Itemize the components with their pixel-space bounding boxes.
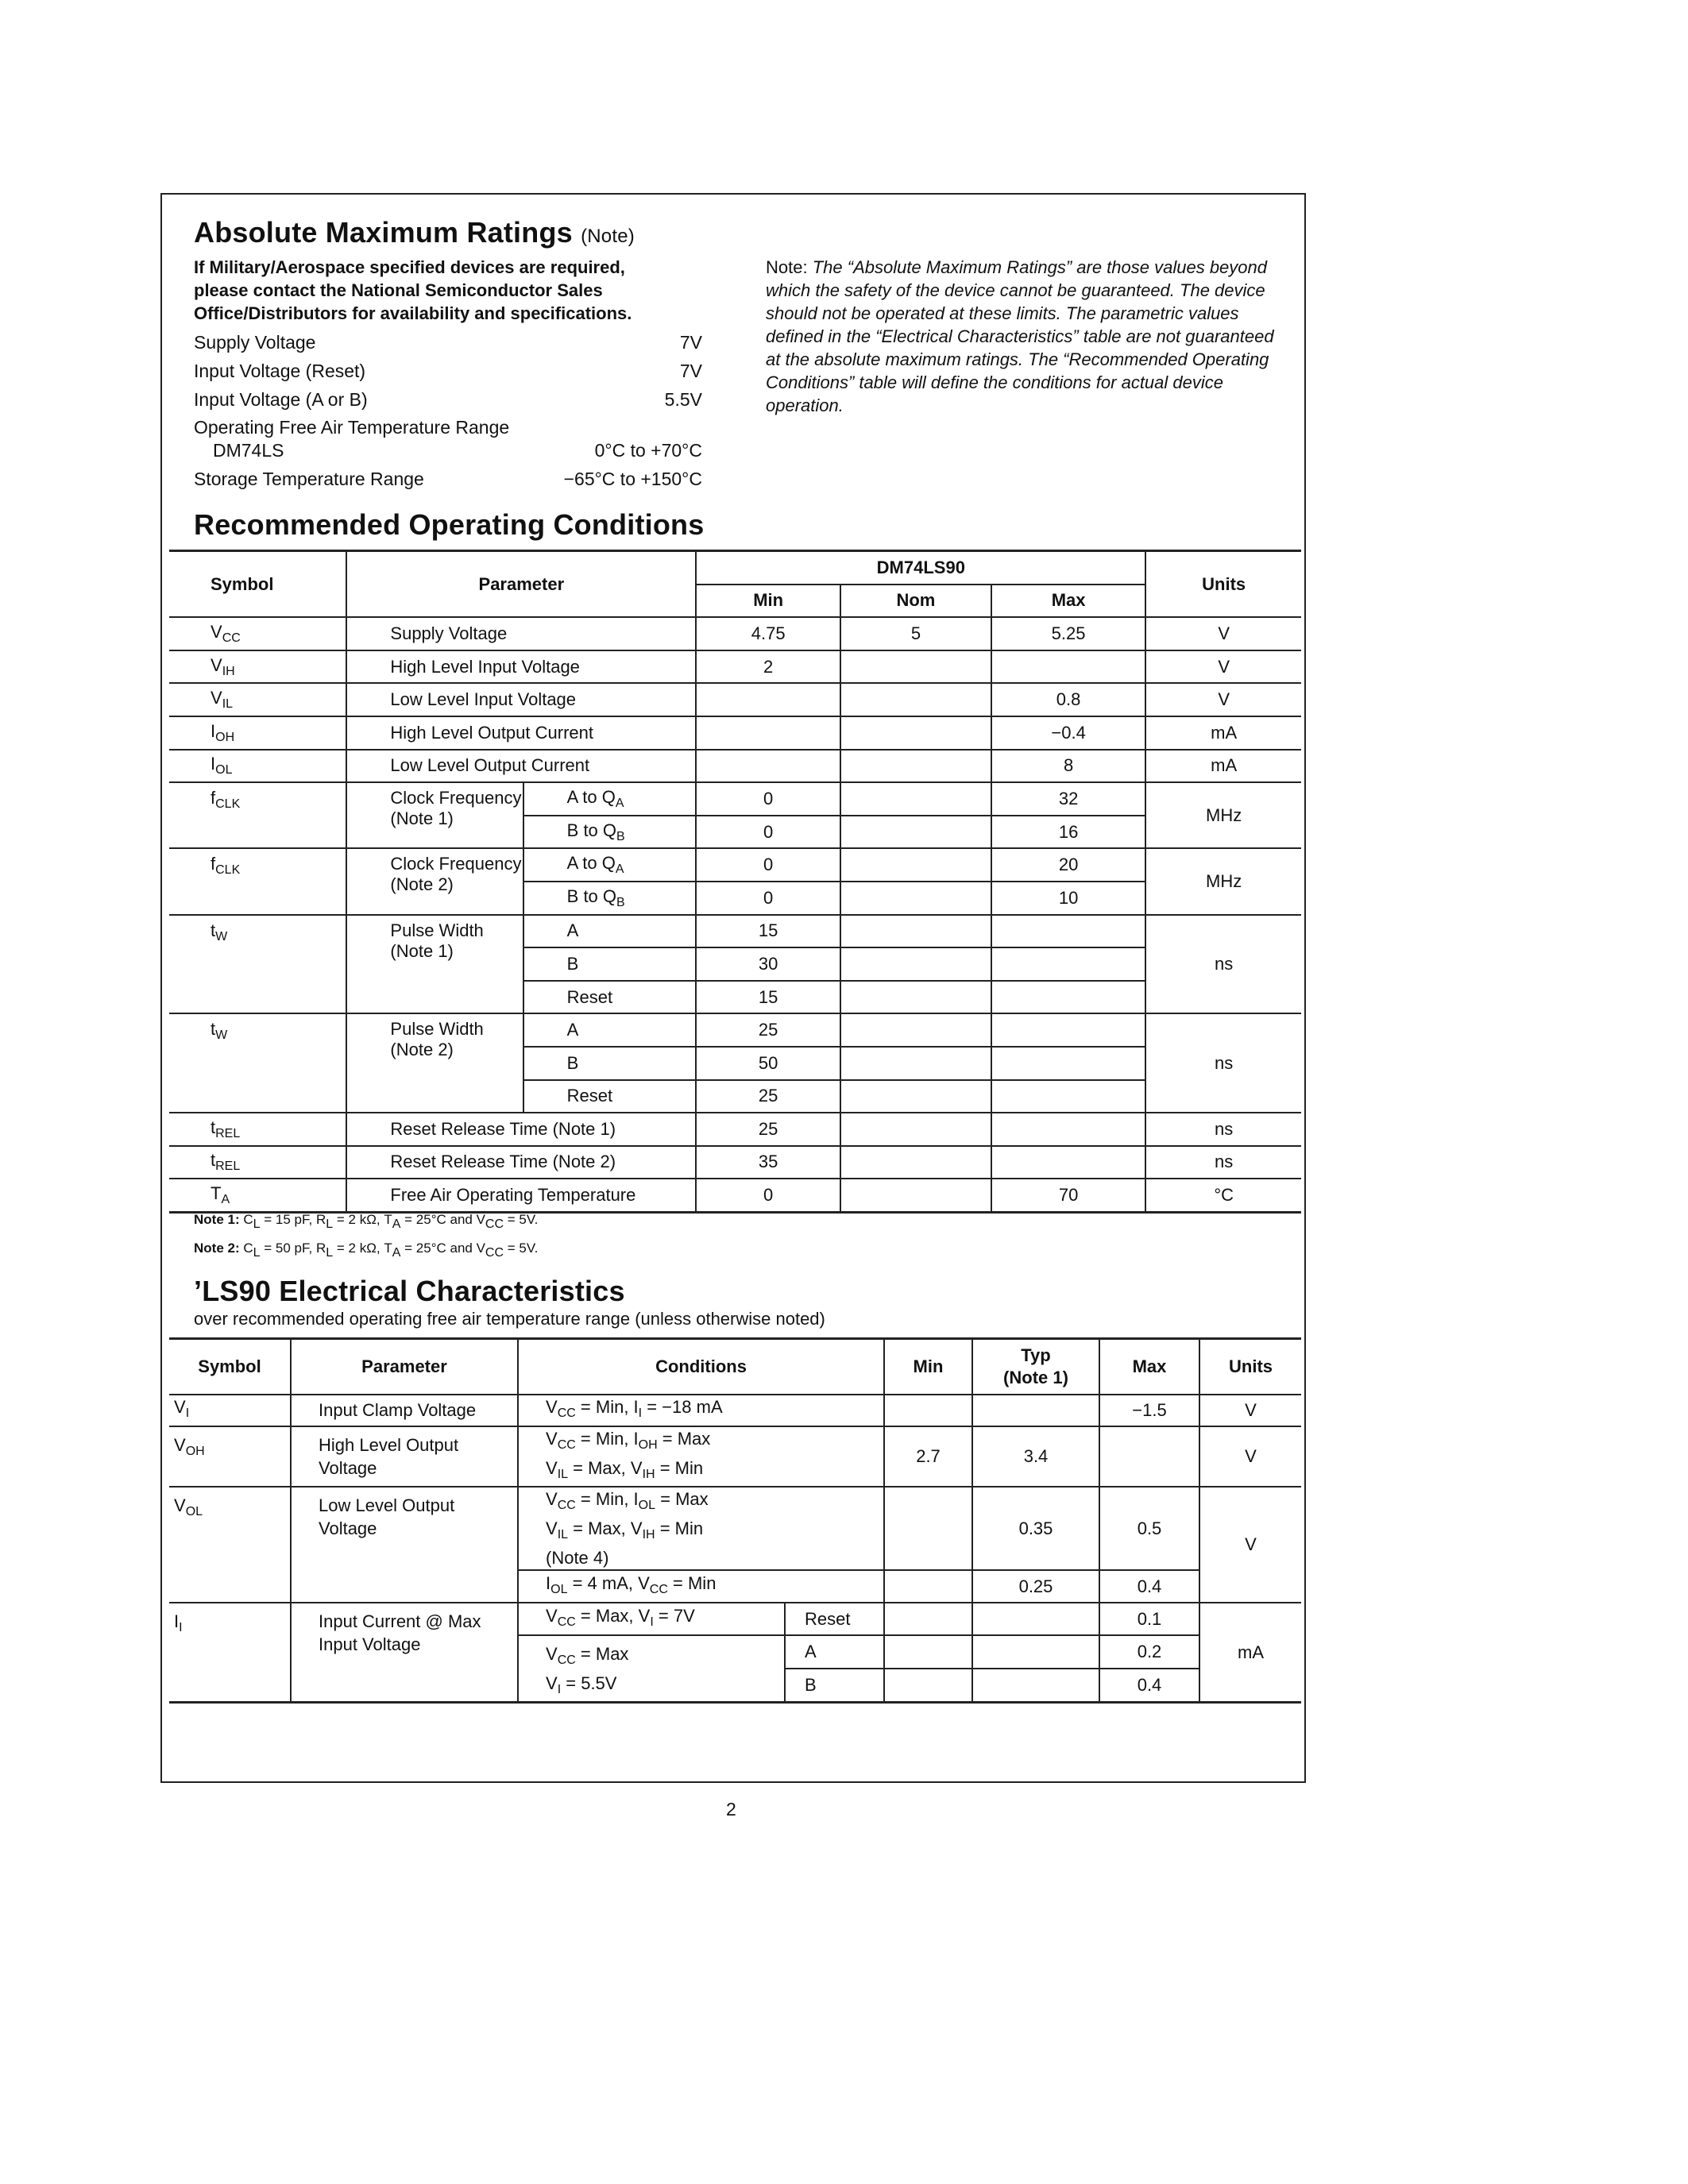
col-symbol: Symbol [169, 551, 346, 618]
rating-row: Operating Free Air Temperature Range DM74LS 0°C to +70°C [194, 417, 702, 461]
table-row: $f_{CLK}$ Clock Frequency (Note 1) A to $Q_A$ 0 32 MHz [169, 782, 1301, 816]
col-units: Units [1145, 551, 1301, 618]
page-number: 2 [726, 1799, 736, 1819]
note-1: Note 1: $C_L = 15$ pF, $R_L = 2$ kΩ, $T_A = 25^\circ C$ and $V_{CC} = 5V$. [194, 1212, 539, 1231]
table-row: $t_{REL}$ Reset Release Time (Note 2) 35 ns [169, 1146, 1301, 1179]
table-row: B 30 [169, 947, 1301, 981]
table-row: $I_{OL} = 4$ mA, $V_{CC}$ = Min 0.25 0.4 [169, 1570, 1301, 1603]
table-row: $I_{OL}$ Low Level Output Current 8 mA [169, 750, 1301, 783]
military-line: Office/Distributors for availability and specifications. [194, 303, 632, 323]
amr-note: Note: The “Absolute Maximum Ratings” are those values beyond which the safety of the device cannot be guaranteed. The device should not be operated at these limits. The parametric values defined in the “Electrical Characteristics” table are not guaranteed at the absolute maximum ratings. The “Recommended Operating Conditions” table will define the conditions for actual device operation. [766, 257, 1274, 415]
roc-title: Recommended Operating Conditions [194, 508, 705, 541]
table-row: $V_{IH}$ High Level Input Voltage 2 V [169, 650, 1301, 684]
rating-row: Supply Voltage 7V [194, 332, 702, 353]
table-row: $T_A$ Free Air Operating Temperature 0 70 °C [169, 1179, 1301, 1212]
table-row: B to $Q_B$ 0 10 [169, 882, 1301, 915]
table-row: $V_I$ Input Clamp Voltage $V_{CC}$ = Min, $I_I = -18$ mA −1.5 V [169, 1395, 1301, 1426]
table-row: $V_{OL}$ Low Level Output Voltage $V_{CC}$ = Min, $I_{OL}$ = Max $V_{IL}$ = Max, $V_{IH}$ = Min (Note 4) 0.35 0.5 V [169, 1487, 1301, 1570]
table-row: B 0.4 [169, 1669, 1301, 1702]
table-row: B 50 [169, 1047, 1301, 1080]
ec-col-conditions: Conditions [518, 1339, 884, 1395]
amr-title: Absolute Maximum Ratings (Note) [194, 216, 635, 249]
col-device: DM74LS90 [696, 551, 1145, 585]
table-row: $t_W$ Pulse Width (Note 1) A 15 ns [169, 915, 1301, 948]
table-row: $I_I$ Input Current @ Max Input Voltage $V_{CC}$ = Max, $V_I = 7V$ Reset 0.1 mA [169, 1603, 1301, 1635]
table-row: $V_{IL}$ Low Level Input Voltage 0.8 V [169, 683, 1301, 716]
ec-col-typ: Typ (Note 1) [972, 1339, 1099, 1395]
table-row: $V_{CC}$ Supply Voltage 4.75 5 5.25 V [169, 617, 1301, 650]
military-line: please contact the National Semiconductor Sales [194, 280, 603, 300]
ec-col-min: Min [884, 1339, 972, 1395]
col-min: Min [696, 585, 840, 618]
military-line: If Military/Aerospace specified devices are required, [194, 257, 625, 277]
ratings-list [194, 328, 702, 493]
ec-subtitle: over recommended operating free air temperature range (unless otherwise noted) [194, 1309, 825, 1329]
col-nom: Nom [840, 585, 991, 618]
roc-notes [194, 1208, 538, 1265]
ec-col-symbol: Symbol [169, 1339, 291, 1395]
note-2: Note 2: $C_L = 50$ pF, $R_L = 2$ kΩ, $T_A = 25^\circ C$ and $V_{CC} = 5V$. [194, 1241, 539, 1260]
table-row: $I_{OH}$ High Level Output Current −0.4 mA [169, 716, 1301, 750]
table-row: $t_{REL}$ Reset Release Time (Note 1) 25 ns [169, 1113, 1301, 1146]
ec-col-parameter: Parameter [291, 1339, 518, 1395]
ec-table [169, 1337, 1301, 1704]
table-row: $f_{CLK}$ Clock Frequency (Note 2) A to $Q_A$ 0 20 MHz [169, 848, 1301, 882]
table-row: Reset 25 [169, 1080, 1301, 1113]
col-parameter: Parameter [346, 551, 696, 618]
table-row: Reset 15 [169, 981, 1301, 1014]
ec-title: ’LS90 Electrical Characteristics [194, 1275, 625, 1307]
rating-row: Input Voltage (A or B) 5.5V [194, 389, 702, 410]
col-max: Max [991, 585, 1145, 618]
ec-col-max: Max [1099, 1339, 1199, 1395]
table-row: $V_{OH}$ High Level Output Voltage $V_{CC}$ = Min, $I_{OH}$ = Max $V_{IL}$ = Max, $V_{IH}$ = Min 2.7 3.4 V [169, 1426, 1301, 1487]
military-notice [194, 256, 702, 325]
ec-col-units: Units [1199, 1339, 1301, 1395]
table-row: $t_W$ Pulse Width (Note 2) A 25 ns [169, 1013, 1301, 1047]
table-row: $V_{CC}$ = Max $V_I = 5.5V$ A 0.2 [169, 1635, 1301, 1669]
rating-row: Storage Temperature Range −65°C to +150°C [194, 469, 702, 489]
table-row: B to $Q_B$ 0 16 [169, 816, 1301, 849]
rating-row: Input Voltage (Reset) 7V [194, 361, 702, 381]
roc-table [169, 550, 1301, 1214]
